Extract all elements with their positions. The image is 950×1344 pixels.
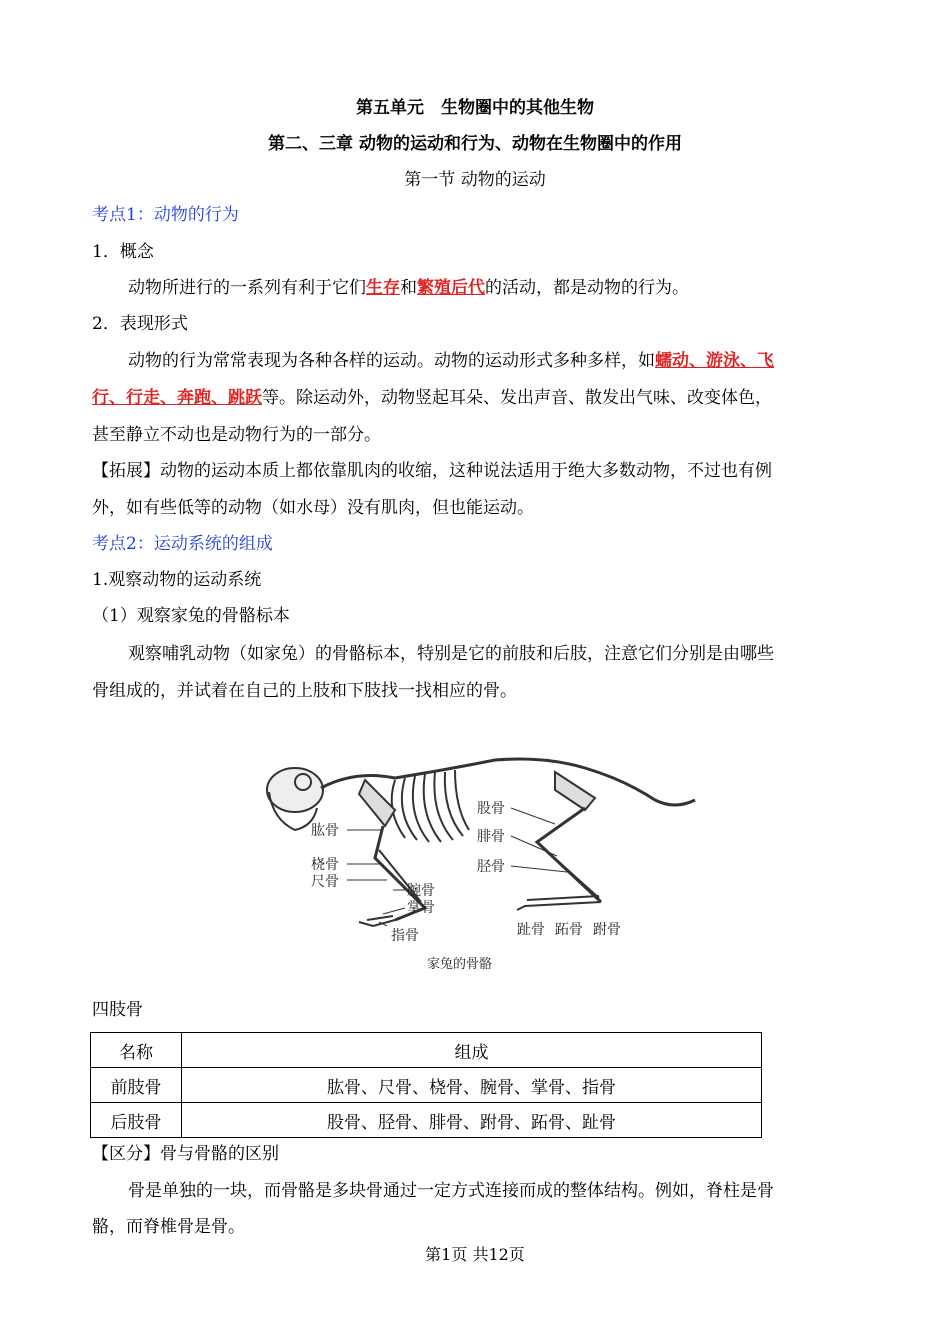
page-footer: 第1页 共12页 bbox=[425, 1245, 525, 1264]
table-row bbox=[91, 1103, 762, 1138]
table-row bbox=[91, 1068, 762, 1103]
label-femur: 股骨 bbox=[477, 802, 505, 817]
observe-para-line-2: 骨组成的，并试着在自己的上肢和下肢找一找相应的骨。 bbox=[92, 681, 517, 701]
forms-l2-highlight: 行、行走、奔跑、跳跃 bbox=[92, 388, 262, 408]
label-phalanx: 指骨 bbox=[391, 929, 419, 944]
forms-l2-post: 等。除运动外，动物竖起耳朵、发出声音、散发出气味、改变体色， bbox=[262, 388, 772, 408]
label-carpal: 腕骨 bbox=[407, 884, 435, 899]
concept-highlight-reproduce: 繁殖后代 bbox=[417, 278, 485, 298]
label-tibia: 胫骨 bbox=[477, 860, 505, 875]
forms-line-1 bbox=[92, 349, 898, 373]
forms-line-3: 甚至静立不动也是动物行为的一部分。 bbox=[92, 425, 381, 445]
forms-l1-pre: 动物的行为常常表现为各种各样的运动。动物的运动形式多种多样，如 bbox=[128, 351, 655, 371]
sub-heading: （1）观察家兔的骨骼标本 bbox=[92, 606, 290, 626]
unit-title: 第五单元 生物圈中的其他生物 bbox=[356, 98, 594, 118]
extend-line-1: 【拓展】动物的运动本质上都依靠肌肉的收缩，这种说法适用于绝大多数动物，不过也有例 bbox=[92, 461, 772, 481]
label-tarsal: 跗骨 bbox=[593, 923, 621, 938]
label-humerus: 肱骨 bbox=[311, 824, 339, 839]
concept-post: 的活动，都是动物的行为。 bbox=[485, 278, 689, 298]
label-ulna: 尺骨 bbox=[311, 875, 339, 890]
observe-para-line-1: 观察哺乳动物（如家兔）的骨骼标本，特别是它的前肢和后肢，注意它们分别是由哪些 bbox=[128, 644, 774, 664]
label-fibula: 腓骨 bbox=[477, 830, 505, 845]
distinguish-line-1: 骨是单独的一块，而骨骼是多块骨通过一定方式连接而成的整体结构。例如，脊柱是骨 bbox=[128, 1181, 774, 1201]
rabbit-skeleton-figure bbox=[255, 730, 705, 980]
row-front-bones: 肱骨、尺骨、桡骨、腕骨、掌骨、指骨 bbox=[182, 1068, 762, 1103]
forms-l1-highlight: 蠕动、游泳、飞 bbox=[655, 351, 774, 371]
row-front-name: 前肢骨 bbox=[91, 1068, 182, 1103]
table-title: 四肢骨 bbox=[92, 1000, 143, 1020]
table-header-row bbox=[91, 1033, 762, 1068]
forms-heading: 2．表现形式 bbox=[92, 314, 188, 334]
label-metacarpal: 掌骨 bbox=[407, 901, 435, 916]
chapter-title: 第二、三章 动物的运动和行为、动物在生物圈中的作用 bbox=[268, 134, 682, 154]
concept-highlight-survive: 生存 bbox=[366, 278, 400, 298]
label-radius: 桡骨 bbox=[311, 858, 339, 873]
kaodian1-heading: 考点1：动物的行为 bbox=[92, 205, 239, 225]
kaodian2-heading: 考点2：运动系统的组成 bbox=[92, 534, 273, 554]
concept-paragraph bbox=[92, 276, 898, 300]
distinguish-line-2: 骼，而脊椎骨是骨。 bbox=[92, 1217, 245, 1237]
extend-line-2: 外，如有些低等的动物（如水母）没有肌肉，但也能运动。 bbox=[92, 498, 534, 518]
distinguish-heading: 【区分】骨与骨骼的区别 bbox=[92, 1144, 279, 1164]
row-hind-bones: 股骨、胫骨、腓骨、跗骨、跖骨、趾骨 bbox=[182, 1103, 762, 1138]
header-name: 名称 bbox=[91, 1033, 182, 1068]
concept-pre: 动物所进行的一系列有利于它们 bbox=[128, 278, 366, 298]
header-composition: 组成 bbox=[182, 1033, 762, 1068]
label-toe: 趾骨 bbox=[517, 923, 545, 938]
section-title: 第一节 动物的运动 bbox=[404, 170, 546, 190]
figure-caption: 家兔的骨骼 bbox=[427, 956, 493, 971]
label-metatarsal: 跖骨 bbox=[555, 923, 583, 938]
concept-heading: 1．概念 bbox=[92, 242, 154, 262]
limb-bones-table bbox=[90, 1032, 762, 1138]
observe-heading: 1.观察动物的运动系统 bbox=[92, 570, 262, 590]
concept-mid: 和 bbox=[400, 278, 417, 298]
row-hind-name: 后肢骨 bbox=[91, 1103, 182, 1138]
forms-line-2 bbox=[92, 386, 862, 410]
